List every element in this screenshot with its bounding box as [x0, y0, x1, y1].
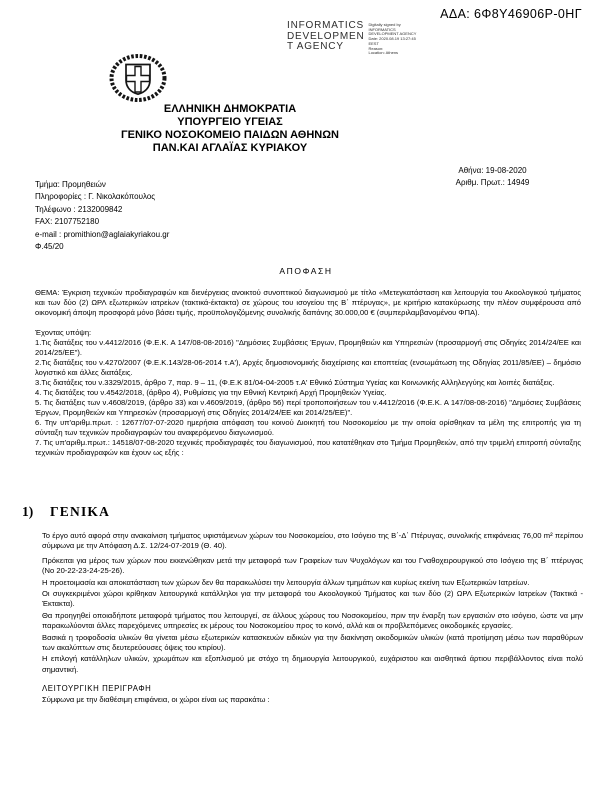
signature-detail-line: Digitally signed by — [368, 22, 401, 27]
file-reference: Φ.45/20 — [35, 242, 64, 252]
page-title: ΑΠΟΦΑΣΗ — [279, 266, 333, 276]
signature-detail-line: Reason: — [368, 45, 384, 51]
consideration-item: 1.Τις διατάξεις του ν.4412/2016 (Φ.Ε.Κ. Α 147/08-08-2016) "Δημόσιες Συμβάσεις Έργων, Προμηθειών και Υπηρεσιών (προσαρμογή στις Οδηγίες 2014/24/ΕΕ και 2014/25/ΕΕ"). — [35, 338, 581, 357]
contact-email: e-mail : promithion@aglaiakyriakou.gr — [35, 229, 170, 239]
signature-detail-line: Date: 2020.08.19 13:27:45 — [368, 36, 416, 42]
consideration-item: 6. Την υπ'αριθμ.πρωτ. : 12677/07-07-2020 ημερήσια απόφαση του κοινού Διοικητή του Νοσοκομείου με την οποία ορίσθηκαν τα μέλη της επιτροπής για τη σύνταξη των τεχνικών προδιαγραφών του αναφερόμενου διαγωνισμού. — [35, 418, 581, 437]
digital-signature-stamp — [287, 21, 416, 56]
signature-details — [368, 21, 416, 56]
general-paragraph: Η προετοιμασία και αποκατάσταση των χώρων δεν θα παρακωλύσει την λειτουργία άλλων τμημάτων και κυρίως εκείνη των Εξωτερικών Ιατρείων. — [42, 577, 530, 587]
header-line-hospital: ΓΕΝΙΚΟ ΝΟΣΟΚΟΜΕΙΟ ΠΑΙΔΩΝ ΑΘΗΝΩΝ — [121, 129, 339, 141]
general-paragraphs — [42, 531, 583, 675]
general-paragraph: Η επιλογή κατάλληλων υλικών, χρωμάτων και εξοπλισμού με στόχο τη δημιουργία λειτουργικού, ευχάριστου και αισθητικά άρτιου περιβάλλοντος είναι πολύ σημαντική. — [42, 654, 583, 674]
signature-agency-line: INFORMATICS — [287, 20, 364, 31]
city-date: Αθήνα: 19-08-2020 — [458, 166, 527, 175]
decision-body — [35, 288, 581, 458]
header-line-republic: ΕΛΛΗΝΙΚΗ ΔΗΜΟΚΡΑΤΙΑ — [163, 103, 297, 115]
consideration-item: 4. Τις διατάξεις του ν.4542/2018, (άρθρο 4), Ρυθμίσεις για την Εθνική Κεντρική Αρχή Προμηθειών Υγείας. — [35, 388, 387, 397]
signature-detail-line: DEVELOPMENT AGENCY — [368, 31, 417, 37]
ada-code: ΑΔΑ: 6Φ8Υ46906Ρ-0ΗΓ — [440, 7, 582, 21]
greek-coat-of-arms-icon — [106, 54, 170, 109]
general-section — [22, 504, 590, 704]
consideration-item: 5. Τις διατάξεις των ν.4608/2019, (άρθρο 33) και ν.4609/2019, (άρθρο 56) περί τροποποιήσεων του ν.4412/2016 (Φ.Ε.Κ. Α 147/08-08-2016) "Δημόσιες Συμβάσεις Έργων, Προμηθειών και Υπηρεσιών (προσαρμογή στις Οδηγίες 2014/24/ΕΕ και 2014/25/ΕΕ)". — [35, 398, 581, 417]
general-paragraph: Βασικά η τροφοδοσία υλικών θα γίνεται μέσω εξωτερικών κατασκευών ειδικών για την διακίνηση οικοδομικών υλικών (κατά προτίμηση μέσω των παραθύρων των ακαλύπτων στις δευτερεύουσες όψεις του κτιρίου). — [42, 632, 583, 653]
signature-detail-line: Location: Athens — [368, 50, 399, 56]
signature-agency-line: T AGENCY — [287, 41, 344, 52]
general-paragraph: Το έργο αυτό αφορά στην ανακαίνιση τμήματος υφιστάμενων χώρων του Νοσοκομείου, στο Ισόγειο της Β΄-Δ΄ Πτέρυγας, συνολικής επιφάνειας 76,00 m² περίπου σύμφωνα με την Απόφαση Δ.Σ. 12/24-07-2019 (Θ. 40). — [42, 531, 583, 551]
signature-agency-line: DEVELOPMEN — [287, 30, 365, 42]
contact-fax: FAX: 2107752180 — [35, 217, 100, 227]
general-paragraph: Πρόκειται για μέρος των χώρων που εκκενώθηκαν μετά την μεταφορά των Γραφείων των Ψυχολόγων και του Γναθοχειρουργικού στο Ισόγειο της Β΄ πτέρυγας (Νο 20-22-23-24-25-26). — [42, 555, 583, 576]
general-paragraph: Θα προηγηθεί οποιαδήποτε μεταφορά τμήματος που λειτουργεί, σε άλλους χώρους του Νοσοκομείου, πριν την έναρξη των εργασιών στο ισόγειο, ώστε να μην παρακωλύονται άλλες παρεχόμενες υπηρεσίες εκ μέρους του Νοσοκομείου προς το κοινό, αλλά και οι προβλεπόμενες οικοδομικές εργασίες. — [42, 610, 583, 631]
signature-detail-line: EEST — [368, 40, 379, 46]
contact-block — [35, 179, 169, 253]
consideration-item: 2.Τις διατάξεις του ν.4270/2007 (Φ.Ε.Κ.143/28-06-2014 τ.Α'), Αρχές δημοσιονομικής διαχείρισης και εποπτείας (ενσωμάτωση της Οδηγίας 2011/85/ΕΕ) – δημόσιο λογιστικό και άλλες διατάξεις. — [35, 358, 581, 377]
consideration-item: 7. Τις υπ'αριθμ.πρωτ.: 14518/07-08-2020 τεχνικές προδιαγραφές του διαγωνισμού, που κατατέθηκαν στο Τμήμα Προμηθειών, από την τριμελή επιτροπή σύνταξης τεχνικών προδιαγραφών και έχουν ως εξής : — [35, 438, 581, 457]
general-section-heading — [22, 504, 590, 520]
header-line-hospital-name: ΠΑΝ.ΚΑΙ ΑΓΛΑΪΑΣ ΚΥΡΙΑΚΟΥ — [152, 142, 308, 154]
signature-detail-line: INFORMATICS — [368, 26, 396, 32]
contact-department: Τμήμα: Προμηθειών — [35, 180, 106, 189]
having-regard-label: Έχοντας υπόψη: — [35, 328, 92, 337]
signature-agency-name — [287, 21, 364, 56]
header-line-ministry: ΥΠΟΥΡΓΕΙΟ ΥΓΕΙΑΣ — [177, 116, 283, 128]
section-number: 1) — [22, 504, 34, 519]
contact-phone: Τηλέφωνο : 2132009842 — [35, 204, 123, 214]
consideration-item: 3.Τις διατάξεις του ν.3329/2015, άρθρο 7, παρ. 9 – 11, (Φ.Ε.Κ 81/04-04-2005 τ.Α' Εθνικό Σύστημα Υγείας και Κοινωνικής Αλληλεγγύης και λοιπές διατάξεις. — [35, 378, 555, 387]
functional-description-title: ΛΕΙΤΟΥΡΓΙΚΗ ΠΕΡΙΓΡΑΦΗ — [42, 684, 152, 694]
general-paragraph: Οι συγκεκριμένοι χώροι κρίθηκαν λειτουργικά κατάλληλοι για την μεταφορά του Ακοολογικού Τμήματος και των δύο (2) ΩΡΛ Εξωτερικών Ιατρείων (Τακτικά - Έκτακτα). — [42, 589, 583, 609]
date-protocol-block — [400, 165, 585, 189]
subject-paragraph: ΘΕΜΑ: Έγκριση τεχνικών προδιαγραφών και διενέργειας ανοικτού συνοπτικού διαγωνισμού με τίτλο «Μετεγκατάσταση και λειτουργία του Ακοολογικού τμήματος και των δύο (2) ΩΡΛ εξωτερικών ιατρείων (τακτικά-έκτακτα) σε χώρους του ισογείου της Β΄ πτέρυγας», με κριτήριο κατακύρωσης την πλέον συμφέρουσα από οικονομική άποψη προσφορά μόνο βάσει τιμής, προϋπολογιζόμενης συνολικής δαπάνης 30.000,00 € (συμπεριλαμβανομένου ΦΠΑ). — [35, 288, 581, 317]
functional-description-intro: Σύμφωνα με την διαθέσιμη επιφάνεια, οι χώροι είναι ως παρακάτω : — [42, 695, 270, 705]
government-header — [30, 103, 430, 155]
protocol-number: Αριθμ. Πρωτ.: 14949 — [455, 178, 530, 187]
section-title: ΓΕΝΙΚΑ — [50, 504, 111, 519]
contact-person: Πληροφορίες : Γ. Νικολακόπουλος — [35, 192, 156, 202]
